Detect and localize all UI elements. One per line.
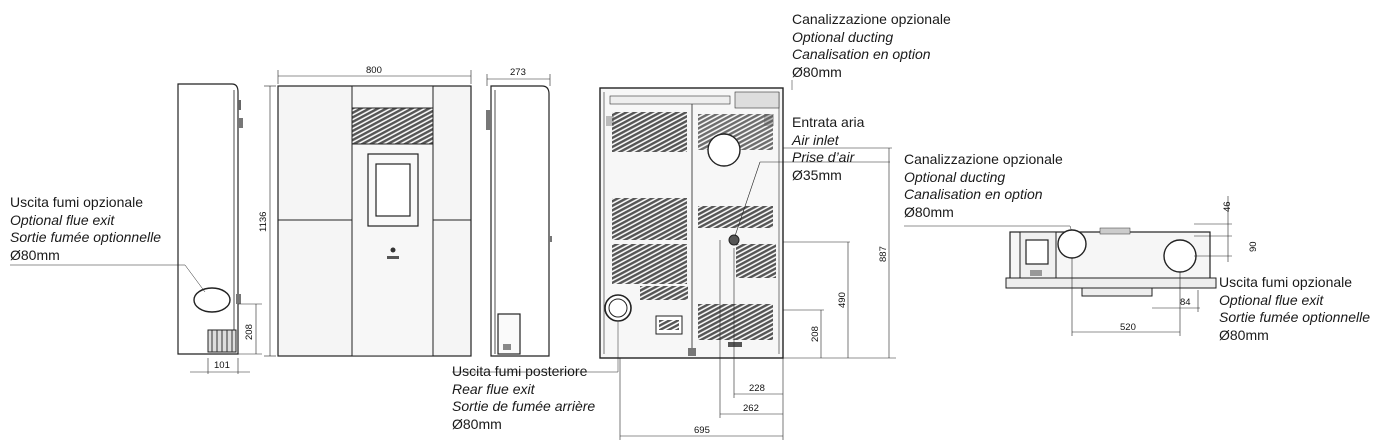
side-flue-pipe: [208, 330, 236, 352]
label-it: Canalizzazione opzionale: [792, 11, 951, 27]
top-ducting-hole: [708, 134, 740, 166]
label-it: Canalizzazione opzionale: [904, 151, 1063, 167]
label-en: Optional ducting: [792, 28, 894, 45]
dim-air-inlet-offset2: 262: [743, 403, 759, 414]
label-size: Ø80mm: [452, 415, 502, 432]
side-view-left: [178, 84, 262, 374]
annotation-rear-flue: [452, 363, 595, 433]
label-fr: Prise d’air: [792, 149, 855, 165]
label-it: Uscita fumi opzionale: [1219, 274, 1353, 290]
dim-top-46: 46: [1222, 201, 1233, 212]
label-en: Optional flue exit: [1219, 291, 1324, 308]
dim-air-inlet-height: 490: [837, 292, 848, 308]
label-it: Uscita fumi posteriore: [452, 363, 588, 379]
dim-side-flue-offset: 101: [214, 360, 230, 371]
label-fr: Sortie fumée optionnelle: [10, 229, 161, 245]
dim-front-width: 800: [366, 65, 382, 76]
label-en: Optional flue exit: [10, 211, 115, 228]
dim-top-84: 84: [1180, 297, 1191, 308]
annotation-air-inlet: [792, 114, 864, 184]
label-it: Entrata aria: [792, 114, 865, 130]
top-flue-circle: [1164, 240, 1196, 272]
label-it: Uscita fumi opzionale: [10, 194, 144, 210]
top-ducting-circle: [1058, 230, 1086, 258]
label-fr: Sortie de fumée arrière: [452, 398, 596, 414]
dim-top-90: 90: [1248, 241, 1259, 252]
dim-height: 1136: [258, 211, 269, 232]
annotation-flue-right: [1219, 274, 1370, 344]
glass-window: [376, 164, 410, 216]
label-size: Ø80mm: [10, 246, 60, 263]
front-view: [258, 65, 471, 356]
label-size: Ø35mm: [792, 166, 842, 183]
dim-depth: 273: [510, 67, 526, 78]
air-inlet-hole: [729, 235, 739, 245]
label-fr: Canalisation en option: [792, 46, 931, 62]
annotation-ducting-top: [792, 11, 951, 81]
dim-side-flue-height: 208: [244, 324, 255, 340]
dim-rear-flue-height: 208: [810, 326, 821, 342]
side-view-right: [486, 67, 552, 356]
top-grille: [352, 108, 433, 144]
label-fr: Canalisation en option: [904, 186, 1043, 202]
label-en: Rear flue exit: [452, 380, 535, 397]
dim-top-520: 520: [1120, 322, 1136, 333]
annotation-flue-left: [10, 194, 161, 264]
label-size: Ø80mm: [904, 203, 954, 220]
label-size: Ø80mm: [1219, 326, 1269, 343]
label-en: Optional ducting: [904, 168, 1006, 185]
dim-rear-width: 695: [694, 425, 710, 436]
label-fr: Sortie fumée optionnelle: [1219, 309, 1370, 325]
annotation-ducting-right: [904, 151, 1063, 221]
label-size: Ø80mm: [792, 63, 842, 80]
dim-ducting-height: 887: [878, 246, 889, 262]
label-en: Air inlet: [792, 131, 839, 148]
side-flue-hole: [194, 288, 230, 312]
dim-air-inlet-offset: 228: [749, 383, 765, 394]
